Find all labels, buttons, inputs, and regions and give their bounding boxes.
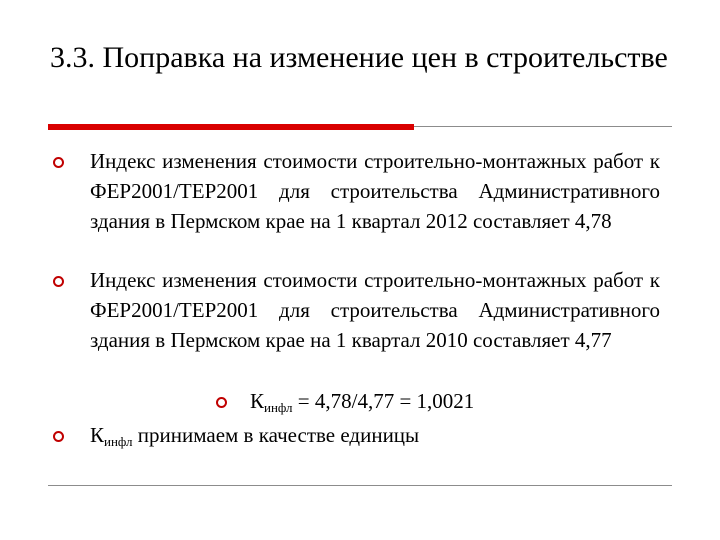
title-accent-bar (48, 124, 414, 130)
bullet-text-index-2010: Индекс изменения стоимости строительно-монтажных работ к ФЕР2001/ТЕР2001 для строительства Административного здания в Пермском крае на 1 квартал 2010 составляет 4,77 (90, 268, 660, 352)
inflation-formula (250, 386, 474, 416)
bullet-circle-icon (53, 431, 64, 442)
bullet-circle-icon (53, 276, 64, 287)
bullet-circle-icon (216, 397, 227, 408)
conclusion-subscript: инфл (104, 434, 133, 449)
slide-title: 3.3. Поправка на изменение цен в строительстве (50, 41, 668, 74)
bullet-circle-icon (53, 157, 64, 168)
conclusion-symbol: К (90, 423, 105, 447)
conclusion-line (90, 420, 419, 450)
formula-subscript: инфл (264, 400, 293, 415)
formula-expression: = 4,78/4,77 = 1,0021 (292, 389, 475, 413)
bullet-text-index-2012: Индекс изменения стоимости строительно-монтажных работ к ФЕР2001/ТЕР2001 для строительства Административного здания в Пермском крае на 1 квартал 2012 составляет 4,78 (90, 149, 660, 233)
conclusion-text: принимаем в качестве единицы (132, 423, 420, 447)
formula-symbol: К (250, 389, 265, 413)
footer-divider (48, 485, 672, 486)
